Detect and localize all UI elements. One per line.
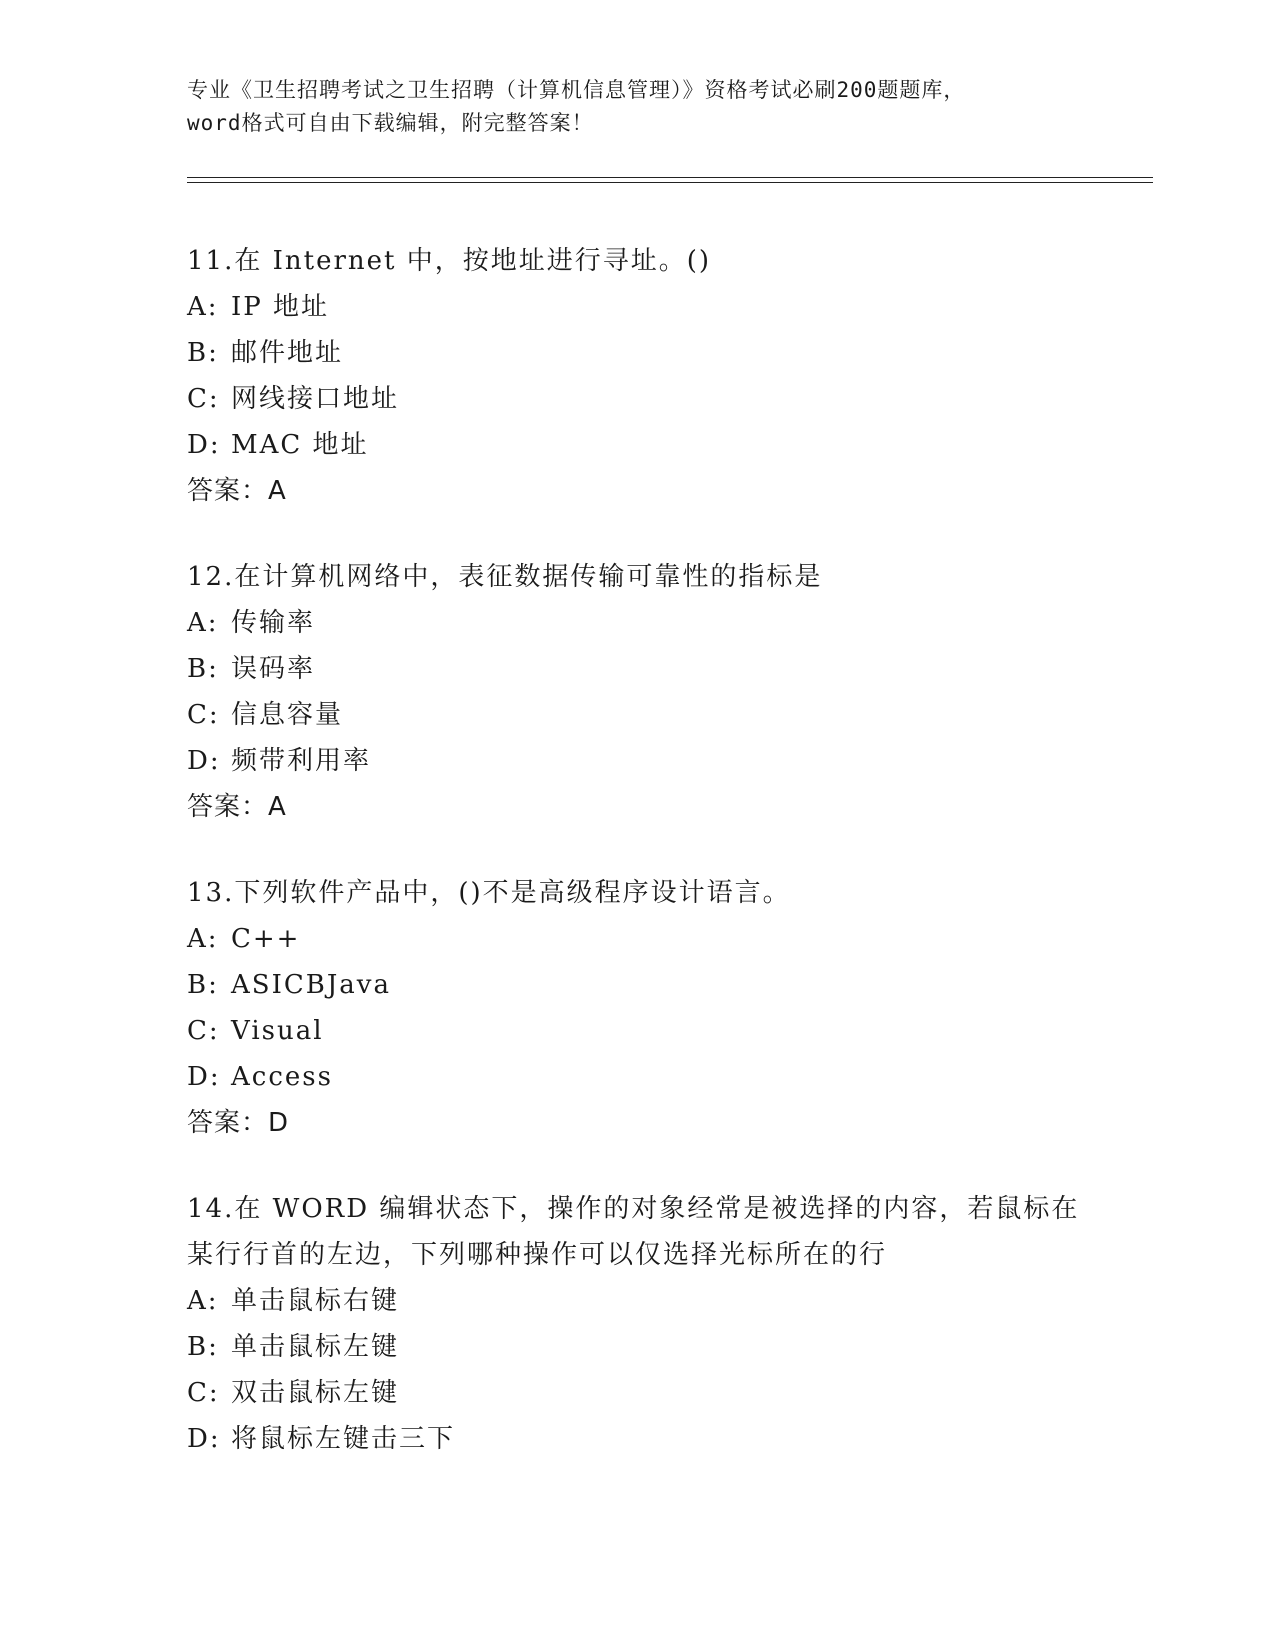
option-label: B: xyxy=(187,654,219,684)
option-a xyxy=(187,600,1107,646)
question-13 xyxy=(187,870,1107,1146)
header-divider-top xyxy=(187,177,1153,178)
header-title-line-1: 专业《卫生招聘考试之卫生招聘（计算机信息管理）》资格考试必刷200题题库， xyxy=(187,78,966,102)
question-stem: 12.在计算机网络中，表征数据传输可靠性的指标是 xyxy=(187,562,823,592)
option-label: B: xyxy=(187,1332,219,1362)
question-stem-line-2: 某行行首的左边，下列哪种操作可以仅选择光标所在的行 xyxy=(187,1240,888,1270)
question-spacer xyxy=(187,514,1107,554)
option-text: 传输率 xyxy=(231,608,316,638)
option-text: 信息容量 xyxy=(231,700,344,730)
option-c xyxy=(187,1370,1107,1416)
option-d xyxy=(187,1416,1107,1462)
option-b xyxy=(187,330,1107,376)
question-12 xyxy=(187,554,1107,830)
option-label: D: xyxy=(187,1424,221,1454)
option-a xyxy=(187,1278,1107,1324)
option-text: 邮件地址 xyxy=(231,338,344,368)
option-b xyxy=(187,962,1107,1008)
question-list xyxy=(187,238,1107,1462)
option-text: 误码率 xyxy=(231,654,316,684)
option-text: 双击鼠标左键 xyxy=(231,1378,400,1408)
option-label: D: xyxy=(187,1062,221,1092)
option-label: C: xyxy=(187,1016,220,1046)
option-c xyxy=(187,1008,1107,1054)
option-label: D: xyxy=(187,746,221,776)
option-b xyxy=(187,1324,1107,1370)
option-text: 频带利用率 xyxy=(231,746,372,776)
option-text: C++ xyxy=(231,924,301,954)
option-label: B: xyxy=(187,970,219,1000)
answer-line: 答案：A xyxy=(187,792,287,822)
option-label: C: xyxy=(187,1378,220,1408)
document-header xyxy=(187,74,1087,140)
option-text: 单击鼠标左键 xyxy=(231,1332,400,1362)
option-label: A: xyxy=(187,924,219,954)
option-label: B: xyxy=(187,338,219,368)
option-text: MAC 地址 xyxy=(231,430,369,460)
option-label: A: xyxy=(187,608,219,638)
option-text: IP 地址 xyxy=(231,292,330,322)
header-title-line-2: word格式可自由下载编辑，附完整答案！ xyxy=(187,111,594,135)
option-d xyxy=(187,1054,1107,1100)
option-label: C: xyxy=(187,700,220,730)
option-c xyxy=(187,692,1107,738)
option-label: C: xyxy=(187,384,220,414)
option-text: Visual xyxy=(231,1016,324,1046)
question-spacer xyxy=(187,1146,1107,1186)
option-text: 单击鼠标右键 xyxy=(231,1286,400,1316)
option-text: 将鼠标左键击三下 xyxy=(231,1424,456,1454)
option-label: A: xyxy=(187,292,219,322)
option-c xyxy=(187,376,1107,422)
option-label: A: xyxy=(187,1286,219,1316)
question-stem-line-1: 14.在 WORD 编辑状态下，操作的对象经常是被选择的内容，若鼠标在 xyxy=(187,1194,1080,1224)
option-a xyxy=(187,916,1107,962)
question-stem: 13.下列软件产品中，()不是高级程序设计语言。 xyxy=(187,878,791,908)
option-label: D: xyxy=(187,430,221,460)
option-text: Access xyxy=(231,1062,333,1092)
question-14 xyxy=(187,1186,1107,1462)
option-text: 网线接口地址 xyxy=(231,384,400,414)
option-a xyxy=(187,284,1107,330)
option-d xyxy=(187,738,1107,784)
question-spacer xyxy=(187,830,1107,870)
option-text: ASICBJava xyxy=(231,970,391,1000)
question-11 xyxy=(187,238,1107,514)
answer-line: 答案：D xyxy=(187,1108,290,1138)
option-b xyxy=(187,646,1107,692)
header-divider-bottom xyxy=(187,182,1153,183)
answer-line: 答案：A xyxy=(187,476,287,506)
question-stem: 11.在 Internet 中，按地址进行寻址。() xyxy=(187,246,712,276)
option-d xyxy=(187,422,1107,468)
